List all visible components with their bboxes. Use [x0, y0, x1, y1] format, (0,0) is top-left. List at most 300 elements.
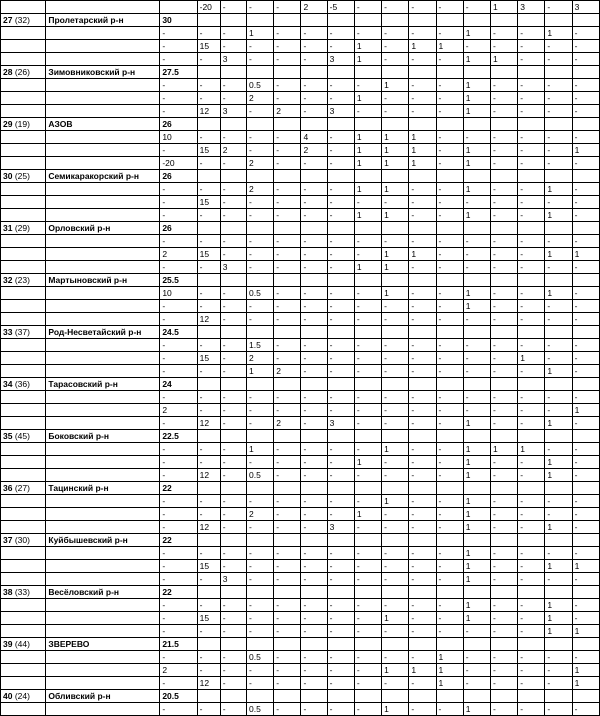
empty-cell [463, 534, 490, 547]
team-score: 22 [160, 586, 197, 599]
value-cell: - [160, 547, 197, 560]
value-cell: - [518, 625, 545, 638]
value-cell: - [409, 417, 436, 430]
empty-cell [545, 690, 572, 703]
value-cell: - [197, 92, 220, 105]
value-cell: - [274, 703, 301, 716]
empty-cell [436, 170, 463, 183]
team-rank-previous: (24) [12, 691, 30, 701]
empty-cell [354, 586, 381, 599]
empty-cell [490, 534, 517, 547]
value-cell: - [409, 105, 436, 118]
value-cell: - [301, 365, 327, 378]
table-row [1, 196, 600, 209]
value-cell: 2 [160, 404, 197, 417]
value-cell: 15 [197, 196, 220, 209]
value-cell: - [409, 352, 436, 365]
empty-cell [1, 404, 46, 417]
value-cell: 1 [382, 248, 409, 261]
value-cell: - [301, 404, 327, 417]
value-cell: - [197, 547, 220, 560]
empty-cell [545, 118, 572, 131]
team-rank-current: 34 [3, 379, 13, 389]
empty-cell [518, 430, 545, 443]
empty-cell [274, 274, 301, 287]
value-cell [1, 1, 46, 14]
value-cell: 1 [382, 183, 409, 196]
empty-cell [518, 66, 545, 79]
value-cell: - [572, 313, 599, 326]
value-cell: 1 [382, 131, 409, 144]
empty-cell [1, 183, 46, 196]
table-row [1, 261, 600, 274]
value-cell: 10 [160, 131, 197, 144]
value-cell: - [409, 79, 436, 92]
value-cell: - [436, 365, 463, 378]
value-cell: - [197, 703, 220, 716]
empty-cell [354, 690, 381, 703]
table-row [1, 79, 600, 92]
team-score: 26 [160, 222, 197, 235]
empty-cell [382, 222, 409, 235]
value-cell: 1 [463, 300, 490, 313]
value-cell: - [518, 248, 545, 261]
value-cell: - [545, 339, 572, 352]
value-cell: - [327, 599, 354, 612]
empty-cell [1, 300, 46, 313]
team-rank-previous-value: 36 [17, 379, 28, 389]
value-cell: - [220, 521, 246, 534]
value-cell: - [490, 599, 517, 612]
value-cell: - [197, 287, 220, 300]
empty-cell [301, 430, 327, 443]
value-cell: - [382, 573, 409, 586]
value-cell: - [463, 664, 490, 677]
value-cell: - [160, 339, 197, 352]
team-header-row [1, 586, 600, 599]
value-cell: - [490, 456, 517, 469]
empty-cell [436, 118, 463, 131]
empty-cell [490, 586, 517, 599]
value-cell: - [518, 235, 545, 248]
empty-cell [46, 391, 160, 404]
value-cell: - [382, 196, 409, 209]
empty-cell [46, 651, 160, 664]
value-cell: - [301, 40, 327, 53]
empty-cell [463, 326, 490, 339]
value-cell: - [327, 196, 354, 209]
empty-cell [436, 534, 463, 547]
empty-cell [436, 430, 463, 443]
value-cell: 1 [463, 469, 490, 482]
value-cell: - [220, 417, 246, 430]
team-name: Мартыновский р-н [46, 274, 160, 287]
value-cell: 12 [197, 677, 220, 690]
table-row [1, 40, 600, 53]
value-cell: 2 [247, 508, 274, 521]
value-cell: - [518, 196, 545, 209]
value-cell: - [409, 651, 436, 664]
value-cell: - [301, 599, 327, 612]
empty-cell [1, 612, 46, 625]
team-rank-previous: (25) [12, 171, 30, 181]
team-rank [1, 638, 46, 651]
value-cell: 1 [545, 599, 572, 612]
empty-cell [463, 482, 490, 495]
value-cell: - [197, 625, 220, 638]
value-cell: - [354, 560, 381, 573]
value-cell: - [463, 1, 490, 14]
value-cell: - [327, 313, 354, 326]
value-cell: 1 [463, 287, 490, 300]
team-rank-previous-value: 37 [17, 327, 28, 337]
value-cell: - [490, 157, 517, 170]
value-cell: - [463, 313, 490, 326]
value-cell: - [301, 183, 327, 196]
value-cell: - [436, 560, 463, 573]
value-cell: - [409, 365, 436, 378]
value-cell: - [572, 53, 599, 66]
empty-cell [382, 586, 409, 599]
empty-cell [327, 638, 354, 651]
value-cell: 1 [354, 209, 381, 222]
value-cell: - [490, 365, 517, 378]
empty-cell [247, 274, 274, 287]
empty-cell [327, 222, 354, 235]
table-row [1, 703, 600, 716]
empty-cell [518, 222, 545, 235]
table-row [1, 573, 600, 586]
empty-cell [247, 378, 274, 391]
value-cell: - [354, 625, 381, 638]
value-cell: - [354, 599, 381, 612]
value-cell: - [197, 131, 220, 144]
value-cell: - [160, 144, 197, 157]
empty-cell [1, 157, 46, 170]
empty-cell [572, 274, 599, 287]
empty-cell [1, 521, 46, 534]
empty-cell [1, 27, 46, 40]
value-cell: 1 [354, 456, 381, 469]
value-cell: 2 [160, 664, 197, 677]
table-row [1, 547, 600, 560]
value-cell: - [490, 209, 517, 222]
empty-cell [274, 482, 301, 495]
table-row [1, 508, 600, 521]
team-score: 21.5 [160, 638, 197, 651]
empty-cell [274, 638, 301, 651]
value-cell: - [301, 547, 327, 560]
value-cell: - [160, 40, 197, 53]
value-cell: - [572, 183, 599, 196]
empty-cell [1, 248, 46, 261]
empty-cell [1, 703, 46, 716]
table-row [1, 521, 600, 534]
value-cell: - [220, 196, 246, 209]
team-rank [1, 118, 46, 131]
empty-cell [274, 430, 301, 443]
value-cell: - [274, 209, 301, 222]
value-cell: - [220, 365, 246, 378]
empty-cell [354, 482, 381, 495]
empty-cell [409, 66, 436, 79]
empty-cell [518, 690, 545, 703]
value-cell: - [463, 248, 490, 261]
value-cell: - [301, 313, 327, 326]
value-cell: - [220, 664, 246, 677]
value-cell: 1 [436, 40, 463, 53]
team-name: Тацинский р-н [46, 482, 160, 495]
value-cell: - [518, 612, 545, 625]
empty-cell [247, 534, 274, 547]
value-cell: - [247, 300, 274, 313]
value-cell: 1 [409, 40, 436, 53]
value-cell: - [354, 521, 381, 534]
table-row [1, 560, 600, 573]
value-cell: - [518, 573, 545, 586]
team-rank-current: 39 [3, 639, 13, 649]
empty-cell [46, 287, 160, 300]
empty-cell [545, 638, 572, 651]
table-row [1, 157, 600, 170]
value-cell: - [409, 469, 436, 482]
empty-cell [46, 521, 160, 534]
empty-cell [490, 482, 517, 495]
team-header-row [1, 326, 600, 339]
value-cell: - [301, 391, 327, 404]
value-cell: - [327, 677, 354, 690]
value-cell: - [274, 79, 301, 92]
value-cell: 2 [274, 105, 301, 118]
team-name: Куйбышевский р-н [46, 534, 160, 547]
value-cell: - [274, 456, 301, 469]
value-cell: - [301, 508, 327, 521]
value-cell: - [436, 612, 463, 625]
empty-cell [301, 378, 327, 391]
value-cell: 1 [572, 677, 599, 690]
empty-cell [327, 170, 354, 183]
value-cell: 2 [247, 352, 274, 365]
value-cell: - [160, 27, 197, 40]
value-cell: - [409, 677, 436, 690]
value-cell: - [409, 339, 436, 352]
value-cell: - [545, 261, 572, 274]
empty-cell [46, 456, 160, 469]
empty-cell [274, 118, 301, 131]
value-cell: 1 [463, 27, 490, 40]
team-rank-current: 27 [3, 15, 13, 25]
value-cell: - [436, 547, 463, 560]
empty-cell [220, 638, 246, 651]
value-cell: 1 [382, 612, 409, 625]
empty-cell [1, 79, 46, 92]
empty-cell [197, 482, 220, 495]
value-cell: - [518, 157, 545, 170]
value-cell: - [518, 261, 545, 274]
value-cell: - [436, 300, 463, 313]
value-cell: - [354, 677, 381, 690]
value-cell: - [301, 443, 327, 456]
value-cell: - [545, 508, 572, 521]
value-cell: - [274, 573, 301, 586]
empty-cell [46, 560, 160, 573]
empty-cell [197, 66, 220, 79]
empty-cell [1, 209, 46, 222]
empty-cell [354, 222, 381, 235]
team-name: Семикаракорский р-н [46, 170, 160, 183]
empty-cell [301, 274, 327, 287]
value-cell: - [518, 664, 545, 677]
value-cell: - [518, 365, 545, 378]
value-cell: - [274, 391, 301, 404]
team-name: Тарасовский р-н [46, 378, 160, 391]
value-cell: - [409, 573, 436, 586]
empty-cell [327, 430, 354, 443]
value-cell: - [160, 53, 197, 66]
empty-cell [301, 326, 327, 339]
value-cell: - [518, 144, 545, 157]
empty-cell [572, 430, 599, 443]
value-cell: - [247, 40, 274, 53]
empty-cell [220, 586, 246, 599]
value-cell: - [572, 287, 599, 300]
team-score: 22 [160, 482, 197, 495]
value-cell: - [382, 40, 409, 53]
value-cell: - [327, 248, 354, 261]
empty-cell [518, 638, 545, 651]
value-cell: - [436, 703, 463, 716]
value-cell: 1 [354, 53, 381, 66]
team-header-row [1, 118, 600, 131]
empty-cell [382, 66, 409, 79]
empty-cell [572, 118, 599, 131]
value-cell: - [247, 313, 274, 326]
value-cell: - [409, 261, 436, 274]
empty-cell [220, 14, 246, 27]
empty-cell [247, 326, 274, 339]
empty-cell [572, 534, 599, 547]
value-cell: -20 [197, 1, 220, 14]
empty-cell [409, 430, 436, 443]
value-cell: - [490, 183, 517, 196]
value-cell: - [220, 456, 246, 469]
team-score: 22.5 [160, 430, 197, 443]
value-cell: - [247, 144, 274, 157]
value-cell: - [197, 443, 220, 456]
team-rank-previous: (36) [12, 379, 30, 389]
value-cell: - [382, 53, 409, 66]
empty-cell [46, 157, 160, 170]
empty-cell [46, 664, 160, 677]
empty-cell [301, 638, 327, 651]
value-cell: 1 [354, 40, 381, 53]
empty-cell [220, 170, 246, 183]
value-cell: - [354, 235, 381, 248]
value-cell: 2 [274, 417, 301, 430]
value-cell: - [220, 677, 246, 690]
empty-cell [46, 404, 160, 417]
empty-cell [1, 651, 46, 664]
empty-cell [490, 690, 517, 703]
empty-cell [409, 14, 436, 27]
value-cell: 1 [545, 456, 572, 469]
empty-cell [436, 586, 463, 599]
value-cell: - [463, 131, 490, 144]
value-cell: - [490, 105, 517, 118]
value-cell: - [572, 27, 599, 40]
value-cell: - [301, 560, 327, 573]
value-cell: - [354, 1, 381, 14]
value-cell: 1 [247, 27, 274, 40]
value-cell: - [274, 469, 301, 482]
value-cell: -5 [327, 1, 354, 14]
value-cell: - [160, 469, 197, 482]
value-cell: - [409, 612, 436, 625]
value-cell: - [247, 521, 274, 534]
team-rank-previous-value: 30 [17, 535, 28, 545]
empty-cell [463, 430, 490, 443]
value-cell: - [436, 352, 463, 365]
value-cell: - [301, 417, 327, 430]
value-cell: - [436, 313, 463, 326]
empty-cell [436, 222, 463, 235]
value-cell: 1 [463, 612, 490, 625]
value-cell: - [301, 248, 327, 261]
value-cell: - [572, 40, 599, 53]
table-row [1, 300, 600, 313]
value-cell: 1 [354, 508, 381, 521]
value-cell: - [463, 677, 490, 690]
empty-cell [46, 469, 160, 482]
value-cell: - [274, 677, 301, 690]
value-cell: - [247, 677, 274, 690]
value-cell: - [490, 677, 517, 690]
value-cell: - [354, 404, 381, 417]
empty-cell [409, 586, 436, 599]
value-cell: - [220, 183, 246, 196]
value-cell: - [327, 560, 354, 573]
value-cell: - [247, 456, 274, 469]
empty-cell [490, 170, 517, 183]
value-cell: - [490, 92, 517, 105]
value-cell: - [490, 196, 517, 209]
value-cell: - [409, 404, 436, 417]
value-cell: 1 [463, 703, 490, 716]
empty-cell [463, 274, 490, 287]
empty-cell [46, 53, 160, 66]
value-cell: 3 [327, 521, 354, 534]
empty-cell [46, 677, 160, 690]
team-score: 22 [160, 534, 197, 547]
empty-cell [409, 326, 436, 339]
value-cell: - [545, 313, 572, 326]
value-cell: 1 [463, 209, 490, 222]
value-cell: - [545, 404, 572, 417]
value-cell: - [436, 92, 463, 105]
value-cell: - [197, 599, 220, 612]
value-cell: - [490, 248, 517, 261]
value-cell: - [274, 404, 301, 417]
value-cell: 0.5 [247, 703, 274, 716]
value-cell: - [545, 196, 572, 209]
value-cell: - [327, 183, 354, 196]
value-cell: - [160, 365, 197, 378]
value-cell: - [436, 131, 463, 144]
value-cell: - [354, 248, 381, 261]
empty-cell [572, 638, 599, 651]
value-cell: - [160, 105, 197, 118]
team-rank-previous-value: 25 [17, 171, 28, 181]
